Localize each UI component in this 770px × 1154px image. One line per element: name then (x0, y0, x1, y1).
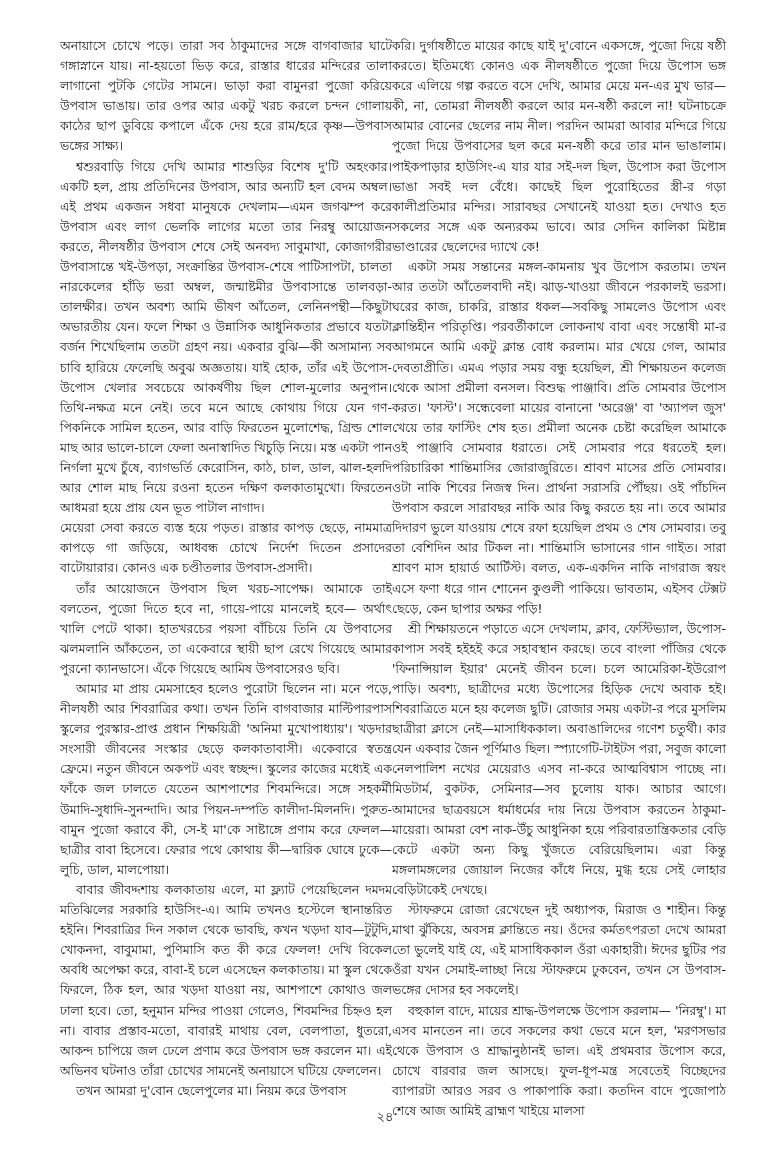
page-number: ২৪ (376, 1110, 394, 1125)
paragraph: আমার মা প্রায় মেমসাহেব হলেও পুরোটা ছিলেন না। মনে পড়ে, নীলষষ্ঠী আর শিবরাত্রির কথা। তখন তিনি বাগবাজার মাল্টিপারপাস স্কুলের পুরস্কার-প্রাপ্ত প্রধান শিক্ষয়িত্রী 'অনিমা মুখোপাধ্যায়'। খড়দার সংসারী জীবনের সংস্কার ছেড়ে কলকাতাবাসী। একেবারে স্বতন্ত্র ফ্রেমে। নতুন জীবনে অকপট এবং স্বচ্ছন্দ। স্কুলের কাজের মধ্যেই এক ফাঁকে জল ঢালতে যেতেন আশপাশের শিবমন্দিরে। সঙ্গে সহকর্মী উমাদি-সুধাদি-সুনন্দাদি। আর পিয়ন-দম্পতি কালীদা-মিলনদি। পুরুত-বামুন পুজো করাবে কী, সে-ই মা'কে সাষ্টাঙ্গে প্রণাম করে ফেলল—ছাত্রীর বাবা হিসেবে। ফেরার পথে কোথায় কী—দ্বারিক ঘোষে ঢুকে—লুচি, ডাল, মালপোয়া। (60, 681, 392, 877)
paragraph: একটা সময় সন্তানের মঙ্গল-কামনায় খুব উপোস করতাম। তখন আর ততটা আঁতেলবাদী নই। ঝাড়-খাওয়া জীবনে পরকালই ভরসা। ঘরের কাজ, চাকরি, রাস্তার ধকল—সবকিছু সামলেও উপোস এবং ক্লান্তিহীন পরিতৃপ্তি। পরবর্তীকালে লোকনাথ বাবা এবং সন্তোষী মা-র আগমনে আমি একটু ক্লান্ত বোধ করলাম। মার খেয়ে গেল, আমার দেবতাপ্রীতি। এমএ পড়ার সময় বন্ধু হয়েছিল, শ্রী শিক্ষায়তন কলেজ থেকে আসা প্রমীলা বনসল। বিশুদ্ধ পাঞ্জাবি। প্রতি সোমবার উপোস করত। 'ফাস্ট'। সন্ধেবেলা মায়ের বানানো 'অরেঞ্জ' বা 'অ্যাপল জুস' খেয়ে তার ফাস্টিং শেষ হত। প্রমীলা অনেক চেষ্টা করেছিল আমাকে ওই পাঞ্জাবি সোমবার ধরাতে। সেই সোমবার পরে ধরতেই হল। পরিচারিকা শান্তিমাসির জোরাজুরিতে। শ্রাবণ মাসের প্রতি সোমবার। ওটা নাকি শিবের নিজস্ব দিন। প্রার্থনা সরাসরি পৌঁছয়। ওই পাঁচদিন উপবাস করলে সারাবছর নাকি আর কিছু করতে হয় না। তবে আমার দিদারণ ভুলে যাওয়ায় শেষে রফা হয়েছিল প্রথম ও শেষ সোমবার। তবু তা বেশিদিন আর টিকল না। শান্তিমাসি ভাসানের গান গাইত। সারা শ্রাবণ মাস হায়ার্ড আর্টিস্ট। বলত, এক-একদিন নাকি নাগরাজ স্বয়ং এসে ফণা ধরে গান শোনেন কুণ্ডলী পাকিয়ে। ভাবতাম, এইসব টেক্সট ছেড়ে, কেন ছাপার অক্ষর পড়ি! (392, 259, 726, 616)
paragraph: বহুকাল বাদে, মায়ের শ্রাদ্ধ-উপলক্ষে উপোস করলাম— 'নিরম্বু'। মা এসব মানতেন না। তবে সকলের কথা ভেবে মনে হল, 'মরণসভার থেকে উপবাস ও শ্রাদ্ধানুষ্ঠানই ভাল। এই প্রথমবার উপোস করে, চোখে বারবার জল আসছে। ফুল-ধূপ-মন্ত্র সবেতেই বিচ্ছেদের ব্যাপারটা আরও সরব ও পাকাপাকি করা। কতদিন বাদে পুজোপাঠ শেষে আজ আমিই ব্রাহ্মণ খাইয়ে মালসা (392, 1002, 726, 1118)
paragraph: স্টাফরুমে রোজা রেখেছেন দুই অধ্যাপক, মিরাজ ও শাহীন। কিন্তু মাথা ঝুঁকিয়ে, অবসন্ন ক্লান্তিতে নয়। ওঁদের কর্মতৎপরতা দেখে আমরা তো ভুলেই যাই যে, এই মাসাধিককাল ওঁরা একাহারী। ঈদের ছুটির পর ওঁরা যখন সেমাই-লাচ্ছা নিয়ে স্টাফরুমে ঢুকবেন, তখন সে উপবাস-ভঙ্গের দোসর হব সকলেই। (392, 902, 726, 998)
paragraph: শ্রী শিক্ষায়তনে পড়াতে এসে দেখলাম, ক্লাব, ফেস্টিভ্যাল, উপোস-কাপাস সবই হইহই করে সহাবস্থান করছে। তবে বাংলা পাঁজির থেকে 'ফিনান্সিয়াল ইয়ার' মেনেই জীবন চলে। চলে আমেরিকা-ইউরোপ পাড়ি। অবশ্য, ছাত্রীদের মধ্যে উপোসের হিড়িক দেখে অবাক হই। শিবরাত্রিতে মনে হয় কলেজ ছুটি। রোজার সময় একটা-র পরে মুসলিম ছাত্রীরা ক্লাসে নেই—মাসাধিককাল। অবাঙালিদের গণেশ চতুর্থী। কার যেন একবার জৈন পূর্ণিমাও ছিল। স্প্যাগেটি-টাইটস পরা, সবুজ কালো নেলপালিশ নখের মেয়েরাও এসব না-করে আত্মবিশ্বাস পাচ্ছে না। মিডটার্ম, বুকটক, সেমিনার—সব চুলোয় যাক। আচার আগে। আমাদের ছাত্রবয়সে ধর্মাধর্মের দায় নিয়ে উপবাস করতেন ঠাকুমা-মায়েরা। আমরা বেশ নাক-উঁচু আধুনিকা হয়ে পরিবারতান্ত্রিকতার বেড়ি কেটে একটা অন্য কিছু খুঁজতে বেরিয়েছিলাম। এরা কিন্তু মঙ্গলামঙ্গলের জোয়াল নিজের কাঁধে নিয়ে, মুগ্ধ হয়ে সেই লোহার বেড়িটাকেই দেখছে। (392, 620, 726, 897)
right-column (392, 36, 726, 1121)
paragraph: তাঁর আয়োজনে উপবাস ছিল খরচ-সাপেক্ষ। আমাকে তাই বলতেন, পুজো দিতে হবে না, গায়ে-পায়ে মানলেই হবে— অর্থাৎ খালি পেটে থাকা। হাতখরচের পয়সা বাঁচিয়ে তিনি যে উপবাসের ঝলমলানি আঁকতেন, তা একেবারে স্থায়ী ছাপ রেখে গিয়েছে আমার পুরনো ক্যানভাসে। এঁকে গিয়েছে আমিষ উপবাসেরও ছবি। (60, 580, 392, 676)
paragraph: অনায়াসে চোখে পড়ে। তারা সব ঠাকুমাদের সঙ্গে বাগবাজার ঘাটে গঙ্গাস্নানে যায়। না-হয়তো ভিড় করে, রাস্তার ধারের মন্দিরের তালা লাগানো পুটকি গেটের সামনে। ভাড়া করা বামুনরা পুজো করিয়ে উপবাস ভাঙায়। তার ওপর আর একটু খরচ করলে চন্দন গোলায় কাঠের ছাপ ডুবিয়ে কপালে এঁকে দেয় হরে রাম/হরে কৃষ্ণ—উপবাস ভঙ্গের সাক্ষ্য। (60, 38, 392, 154)
paragraph: তখন আমরা দু'বোন ছেলেপুলের মা। নিয়ম করে উপবাস (76, 1082, 347, 1098)
paragraph: বাবার জীবদ্দশায় কলকাতায় এলে, মা ফ্ল্যাট পেয়েছিলেন দমদম মতিঝিলের সরকারি হাউসিং-এ। আমি তখনও হস্টেলে স্থানান্তরিত হইনি। শিবরাত্রির দিন সকাল থেকে ভাবছি, কখন খড়দা যাব—টুটুদি, খোকনদা, বাবুমামা, পুণিমাসি কত কী করে ফেলল! দেখি বিকেল অবধি অপেক্ষা করে, বাবা-ই চলে এসেছেন কলকাতায়। মা স্কুল থেকে ফিরলে, ঠিক হল, আর খড়দা যাওয়া নয়, আশপাশে কোথাও জল ঢালা হবে। তো, হনুমান মন্দির পাওয়া গেলেও, শিবমন্দির চিহ্নও হল না। বাবার প্রস্তাব-মতো, বাবারই মাথায় বেল, বেলপাতা, ধুতরো, আকন্দ চাপিয়ে জল ঢেলে প্রণাম করে উপবাস ভঙ্গ করলেন মা। এই অভিনব ঘটনাও তাঁরা চোখের সামনেই অনায়াসে ঘটিয়ে ফেললেন। (60, 881, 392, 1078)
paragraph: শ্বশুরবাড়ি গিয়ে দেখি আমার শাশুড়ির বিশেষ দু'টি অহংকার। একটি হল, প্রায় প্রতিদিনের উপবাস, আর অন্যটি হল বেদম অম্বল। এই প্রথম একজন সধবা মানুষকে দেখলাম—এমন জগঝম্প করে উপবাস এবং লাগ ভেলকি লাগের মতো তার নিরম্বু আয়োজন করতে, নীলষষ্ঠীর উপবাস শেষে সেই অনবদ্য সাবুমাখা, কোজাগরীর উপবাসান্তে খই-উপড়া, সংক্রান্তির উপবাস-শেষে পাটিসাপটা, চালতা নারকেলের হাঁড়ি ভরা অম্বল, জন্মাষ্টমীর উপবাসান্তে তালবড়া-তালক্ষীর। তখন অবশ্য আমি ভীষণ আঁতেল, লেনিনপন্থী—কিছুটা অভারতীয় যেন। ফলে শিক্ষা ও উন্নাসিক আধুনিকতার প্রভাবে যতটা বর্জন শিখেছিলাম ততটা গ্রহণ নয়। একবার বুঝি—কী অসামান্য সব চাবি হারিয়ে ফেলেছি অবুঝ অজ্ঞতায়। যাই হোক, তাঁর এই উপোস-উপোস খেলার সবচেয়ে আকর্ষণীয় ছিল শোল-মুলোর অনুপান। তিথি-নক্ষত্র মনে নেই। তবে মনে আছে কোথায় গিয়ে যেন গণ-পিকনিকে সামিল হতেন, আর বাড়ি ফিরতেন মুলোশেদ্ধ, গ্রিল্ড শোল মাছ আর ভালে-চালে ফেলা অনাস্বাদিত খিচুড়ি নিয়ে। মস্ত একটা পান নির্গলা মুখে চুঁষে, ব্যাগভর্তি কেরোসিন, কাঠ, চাল, ডাল, ঝাল-হলদি আর শোল মাছ নিয়ে রওনা হতেন দক্ষিণ কলকাতামুখো। ফিরতেন আধমরা হয়ে প্রায় যেন ভূত পাটাল নাগাদ। (60, 158, 392, 516)
paragraph: করি। দুর্গাষষ্ঠীতে মায়ের কাছে যাই দু'বোনে একসঙ্গে, পুজো দিয়ে ষষ্ঠী করতে। ইতিমধ্যে কোনও এক নীলষষ্ঠীতে পুজো দিয়ে উপোস ভঙ্গ করে এলিয়ে গল্প করতে বসে দেখি, আমার মেয়ে মন-এর মুখ ভার—কী, না, তোমরা নীলষষ্ঠী করলে আর মন-ষষ্ঠী করলে না! ঘটনাচক্রে আমার বোনের ছেলের নাম নীল। পরদিন আমরা আবার মন্দিরে গিয়ে পুজো দিয়ে উপবাসের ছল করে মন-ষষ্ঠী করে তার মান ভাঙালাম। পাইকপাড়ার হাউসিং-এ যার যার সই-দল ছিল, উপোস করা উপোস ভাঙা সবই দল বেঁধে। কাছেই ছিল পুরোহিতের স্ত্রী-র গড়া কালীপ্রতিমার মন্দির। সারাবছর সেখানেই যাওয়া হত। দেখাও হত সকলের সঙ্গে এক অন্যরকম ভাবে। আর সেদিন কালিকা মিষ্টান্ন ভাণ্ডারের ছেলেদের দ্যাখে কে! (392, 38, 726, 254)
left-column (60, 36, 392, 1101)
paragraph: মেয়েরা সেবা করতে ব্যস্ত হয়ে পড়ত। রাস্তার কাপড় ছেড়ে, নামমাত্র কাপড়ে গা জড়িয়ে, আধবন্ধ চোখে নির্দেশ দিতেন প্রসাদের বাটোয়ারার। কোনও এক চণ্ডীতলার উপবাস-প্রসাদী। (60, 520, 392, 576)
